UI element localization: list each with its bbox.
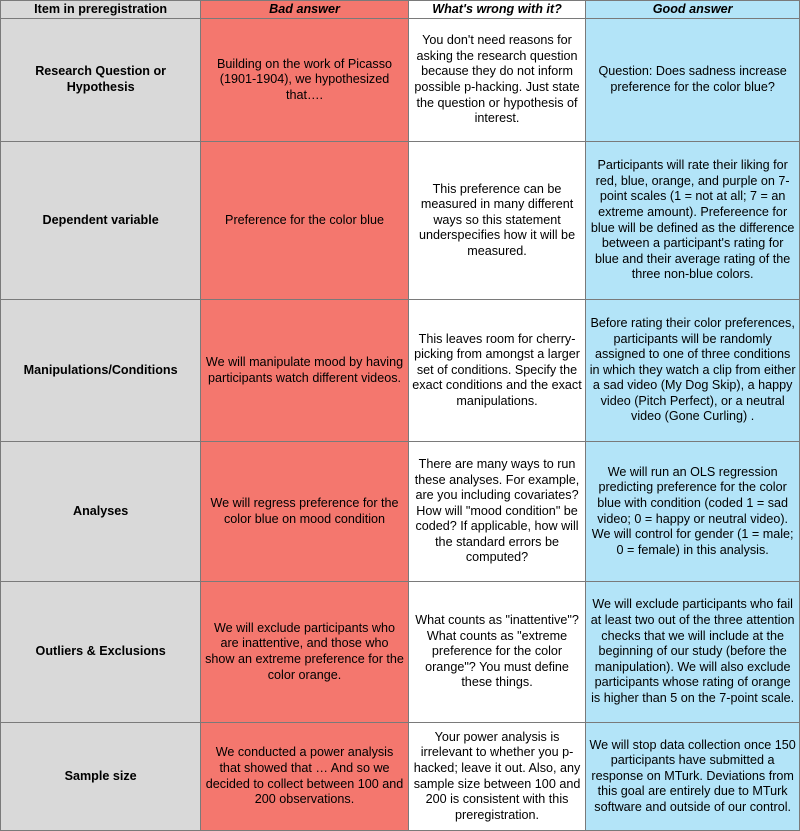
table-row (1, 300, 800, 442)
row-item-label: Dependent variable (1, 142, 201, 300)
row-item-label: Manipulations/Conditions (1, 300, 201, 442)
header-item: Item in preregistration (1, 1, 201, 19)
table-row (1, 582, 800, 723)
row-item-label: Research Question or Hypothesis (1, 19, 201, 142)
table-row (1, 723, 800, 831)
good-answer-cell: Participants will rate their liking for red, blue, orange, and purple on 7-point scales (1 = not at all; 7 = an extreme amount). Prefereence for blue will be defined as the difference between a participant's rating for blue and their average rating of the three non-blue colors. (586, 142, 800, 300)
row-item-label: Sample size (1, 723, 201, 831)
bad-answer-cell: We conducted a power analysis that showed that … And so we decided to collect between 100 and 200 observations. (201, 723, 408, 831)
whats-wrong-cell: This preference can be measured in many different ways so this statement underspecifies how it will be measured. (408, 142, 586, 300)
header-row (1, 1, 800, 19)
good-answer-cell: We will exclude participants who fail at least two out of the three attention checks that we will include at the beginning of our study (before the manipulation). We will also exclude participants whose rating of orange is higher than 5 on the 7-point scale. (586, 582, 800, 723)
bad-answer-cell: Preference for the color blue (201, 142, 408, 300)
row-item-label: Analyses (1, 442, 201, 582)
bad-answer-cell: We will manipulate mood by having participants watch different videos. (201, 300, 408, 442)
bad-answer-cell: We will exclude participants who are inattentive, and those who show an extreme preference for the color orange. (201, 582, 408, 723)
whats-wrong-cell: You don't need reasons for asking the research question because they do not inform possible p-hacking. Just state the question or hypothesis of interest. (408, 19, 586, 142)
table-row (1, 442, 800, 582)
good-answer-cell: We will run an OLS regression predicting preference for the color blue with condition (coded 1 = sad video; 0 = happy or neutral video). We will control for gender (1 = male; 0 = female) in this analysis. (586, 442, 800, 582)
whats-wrong-cell: This leaves room for cherry-picking from amongst a larger set of conditions. Specify the exact conditions and the exact manipulations. (408, 300, 586, 442)
table-row (1, 19, 800, 142)
whats-wrong-cell: What counts as "inattentive"? What counts as "extreme preference for the color orange"? You must define these things. (408, 582, 586, 723)
row-item-label: Outliers & Exclusions (1, 582, 201, 723)
whats-wrong-cell: There are many ways to run these analyses. For example, are you including covariates? How will "mood condition" be coded? If applicable, how will the standard errors be computed? (408, 442, 586, 582)
good-answer-cell: Question: Does sadness increase preference for the color blue? (586, 19, 800, 142)
good-answer-cell: Before rating their color preferences, participants will be randomly assigned to one of three conditions in which they watch a clip from either a sad video (My Dog Skip), a happy video (Pitch Perfect), or a neutral video (Gone Curling) . (586, 300, 800, 442)
table-row (1, 142, 800, 300)
header-whats-wrong: What's wrong with it? (408, 1, 586, 19)
header-bad-answer: Bad answer (201, 1, 408, 19)
bad-answer-cell: We will regress preference for the color blue on mood condition (201, 442, 408, 582)
bad-answer-cell: Building on the work of Picasso (1901-1904), we hypothesized that…. (201, 19, 408, 142)
whats-wrong-cell: Your power analysis is irrelevant to whether you p-hacked; leave it out. Also, any sample size between 100 and 200 is consistent with this preregistration. (408, 723, 586, 831)
good-answer-cell: We will stop data collection once 150 participants have submitted a response on MTurk. Deviations from this goal are entirely due to MTurk software and outside of our control. (586, 723, 800, 831)
header-good-answer: Good answer (586, 1, 800, 19)
